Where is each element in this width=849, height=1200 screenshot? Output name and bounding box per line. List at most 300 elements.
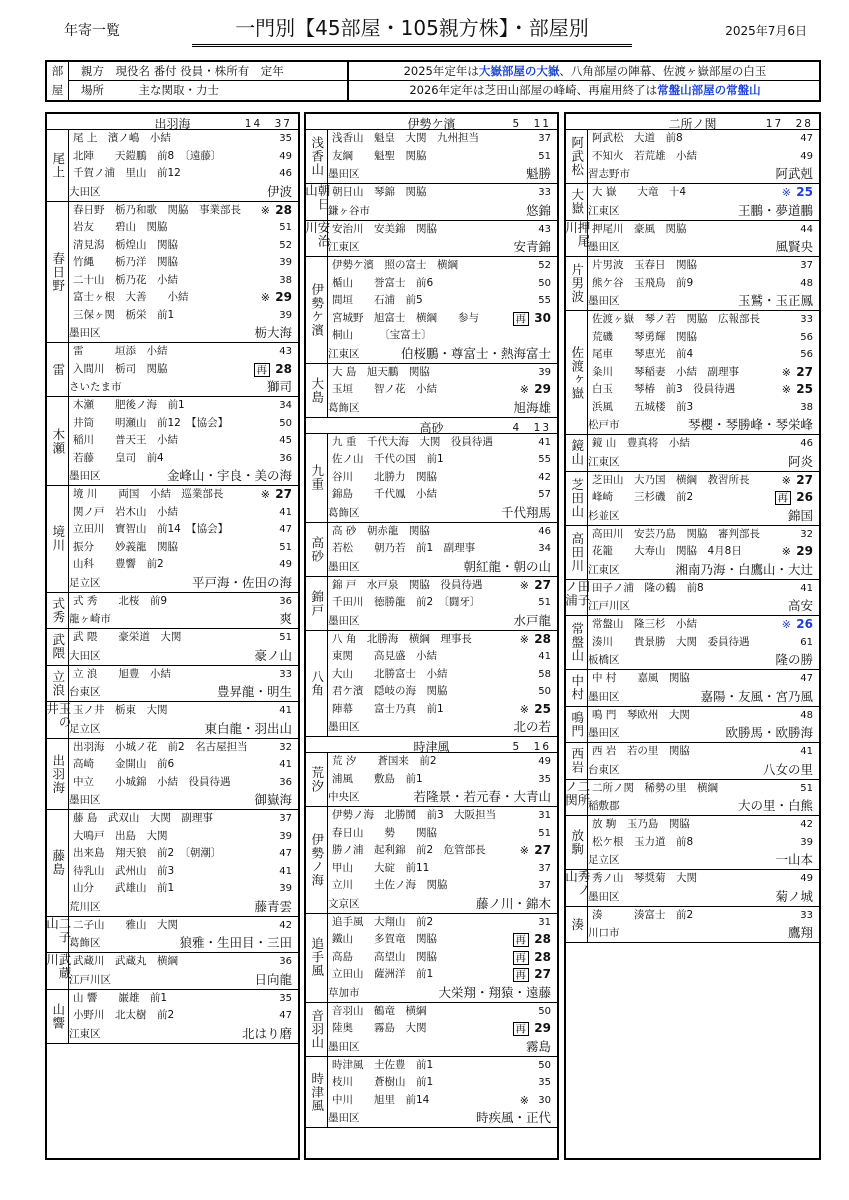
age-number: 36 — [279, 956, 292, 967]
oyakata-row — [332, 666, 553, 684]
age-number: 51 — [538, 597, 551, 608]
room-name: 佐渡ヶ嶽 — [566, 311, 588, 434]
room-name: 立浪 — [47, 666, 69, 702]
room-location-row — [306, 558, 557, 576]
oyakata-row — [332, 949, 553, 967]
room-place: 江東区 — [588, 204, 620, 217]
room-name: 芝田山 — [566, 472, 588, 525]
room-place: 松戸市 — [588, 419, 620, 431]
oyakata-text: 君ケ濱 隠岐の海 関脇 — [332, 685, 448, 697]
room-block — [47, 130, 298, 202]
oyakata-row — [332, 860, 553, 878]
oyakata-row — [73, 237, 294, 255]
room-name: 高田川 — [566, 526, 588, 579]
room-body — [69, 629, 298, 647]
oyakata-text: 湊川 貴景勝 大関 委員待遇 — [592, 635, 750, 648]
age-number: 32 — [279, 741, 292, 753]
room-name: 中村 — [566, 670, 588, 706]
oyakata-text: 立田山 薩洲洋 前1 — [332, 968, 434, 980]
age-number: 41 — [800, 746, 813, 757]
room-body — [588, 130, 819, 165]
oyakata-row — [73, 521, 294, 539]
room-body — [328, 221, 557, 239]
retire-mark: ※ — [519, 578, 529, 592]
room-body — [588, 311, 819, 416]
room-name: 尾上 — [47, 130, 69, 201]
oyakata-row — [332, 807, 553, 825]
room-location-row — [566, 507, 819, 525]
oyakata-text: 常盤山 隆三杉 小結 — [592, 618, 697, 630]
oyakata-text: 浦風 敷島 前1 — [332, 772, 423, 785]
oyakata-row — [73, 343, 294, 361]
room-rikishi: 嘉陽・友風・宮乃風 — [700, 688, 813, 704]
room-rikishi: 隆の勝 — [775, 652, 813, 667]
room-place: 川口市 — [588, 927, 620, 939]
oyakata-row — [332, 648, 553, 666]
room-place: 大田区 — [69, 185, 101, 198]
room-name: 八角 — [306, 631, 328, 737]
room-name: 式秀 — [47, 593, 69, 629]
room-body — [588, 707, 819, 725]
room-body — [588, 472, 819, 507]
oyakata-text: 北陣 天鎧鵬 前8 〔遠藤〕 — [73, 149, 222, 162]
room-location-row — [47, 378, 298, 396]
room-body — [328, 753, 557, 788]
room-name: 湊 — [566, 907, 588, 943]
room-rikishi: 平戸海・佐田の海 — [191, 574, 292, 590]
oyakata-text: 春日野 栃乃和歌 関脇 事業部長 — [73, 203, 241, 216]
room-place: さいたま市 — [69, 381, 122, 393]
oyakata-text: 楯山 誉富士 前6 — [332, 276, 434, 289]
room-block — [44, 953, 298, 990]
room-block — [566, 743, 819, 780]
room-location-row — [566, 651, 819, 669]
room-name: 武蔵川 — [47, 953, 69, 989]
room-location-row — [306, 788, 557, 806]
oyakata-row — [592, 816, 815, 834]
oyakata-row — [332, 148, 553, 166]
oyakata-row — [332, 753, 553, 771]
room-location-row — [306, 1038, 557, 1056]
age-number: 41 — [279, 865, 292, 877]
room-location-row — [306, 345, 557, 363]
oyakata-row — [73, 202, 294, 220]
room-location-row — [47, 683, 298, 701]
oyakata-text: 佐ノ山 千代の国 前1 — [332, 453, 444, 465]
age-number: 47 — [279, 1010, 292, 1021]
room-block — [306, 1057, 557, 1129]
oyakata-row — [73, 130, 294, 148]
oyakata-text: 芝田山 大乃国 横綱 教習所長 — [592, 473, 750, 486]
room-location-row — [566, 416, 819, 434]
room-location-row — [566, 453, 819, 471]
room-body — [588, 616, 819, 651]
oyakata-text: 藤 島 武双山 大関 副理事 — [73, 812, 213, 824]
oyakata-row — [73, 880, 294, 898]
room-place: 葛飾区 — [328, 506, 360, 519]
oyakata-row — [592, 743, 815, 761]
room-body — [69, 739, 298, 792]
room-body — [588, 780, 819, 798]
oyakata-text: 春日山 勢 関脇 — [332, 826, 437, 839]
room-block — [47, 739, 298, 811]
oyakata-row — [73, 593, 294, 611]
room-location-row — [566, 724, 819, 742]
oyakata-row — [73, 272, 294, 290]
room-rikishi: 北はり磨 — [241, 1025, 292, 1041]
room-location-row — [47, 898, 298, 916]
age-number: 46 — [279, 168, 292, 179]
room-location-row — [306, 165, 557, 183]
room-rikishi: 魁勝 — [525, 166, 551, 181]
age-number: 50 — [538, 686, 551, 697]
room-location-row — [566, 292, 819, 310]
room-body — [328, 914, 557, 984]
room-place: 墨田区 — [588, 690, 620, 703]
room-place: 墨田区 — [328, 168, 360, 180]
oyakata-text: 陸奥 霧島 大関 — [332, 1022, 427, 1034]
age-number: 41 — [279, 759, 292, 770]
room-place: 葛飾区 — [69, 937, 101, 949]
oyakata-text: 阿武松 大道 前8 — [592, 132, 683, 144]
age-number: 39 — [279, 830, 292, 842]
oyakata-row — [592, 329, 815, 347]
age-number: 33 — [800, 909, 813, 921]
oyakata-text: 清見潟 栃煌山 関脇 — [73, 238, 178, 251]
age-number: 36 — [279, 452, 292, 464]
room-body — [69, 486, 298, 574]
room-place: 荒川区 — [69, 900, 101, 913]
room-rikishi: 時疾風・正代 — [475, 1110, 551, 1125]
age-number: 49 — [279, 150, 292, 162]
oyakata-text: 立川 土佐ノ海 関脇 — [332, 879, 448, 891]
room-block — [566, 707, 819, 744]
room-location-row — [566, 202, 819, 220]
age-number: 50 — [279, 417, 292, 429]
oyakata-row — [332, 327, 553, 345]
oyakata-text: 不知火 若荒雄 小結 — [592, 149, 697, 162]
room-name: 安治川 — [306, 221, 328, 257]
ichimon-name: 高砂 — [419, 420, 444, 435]
oyakata-text: 枝川 蒼樹山 前1 — [332, 1076, 434, 1088]
oyakata-text: 山分 武雄山 前1 — [73, 882, 175, 894]
room-location-row — [566, 238, 819, 256]
oyakata-row — [332, 1003, 553, 1021]
oyakata-text: 湊 湊富士 前2 — [592, 908, 694, 921]
age-number: 47 — [800, 133, 813, 144]
oyakata-text: 安治川 安美錦 関脇 — [332, 222, 437, 235]
oyakata-row — [592, 472, 815, 490]
age-number: 35 — [538, 1077, 551, 1088]
oyakata-row — [73, 828, 294, 846]
age-number: 52 — [279, 239, 292, 251]
retire-mark: ※ — [260, 291, 270, 304]
ichimon-count: 17 28 — [765, 118, 813, 130]
room-place: 墨田区 — [328, 1112, 360, 1124]
oyakata-text: 西 岩 若の里 関脇 — [592, 745, 690, 757]
room-place: 稲敷郡 — [588, 800, 620, 812]
room-location-row — [47, 1025, 298, 1043]
room-rikishi: 錦国 — [787, 507, 813, 523]
rehire-badge: 再 — [513, 933, 530, 947]
room-name: 時津風 — [306, 1057, 328, 1128]
age-number: 29 — [796, 544, 813, 558]
age-number: 41 — [279, 506, 292, 518]
room-body — [69, 397, 298, 467]
oyakata-row — [73, 165, 294, 183]
room-body — [328, 184, 557, 202]
room-location-row — [47, 934, 298, 952]
oyakata-row — [73, 1007, 294, 1025]
oyakata-text: 音羽山 鶴竜 横綱 — [332, 1004, 427, 1017]
room-location-row — [306, 399, 557, 417]
ichimon-name: 時津風 — [413, 740, 450, 754]
retire-mark: ※ — [519, 1093, 529, 1107]
room-rikishi: 金峰山・宇良・美の海 — [166, 468, 292, 483]
room-block — [306, 807, 557, 914]
room-body — [69, 343, 298, 378]
age-number: 51 — [800, 782, 813, 794]
age-number: 49 — [279, 559, 292, 570]
age-number: 41 — [279, 705, 292, 716]
room-place: 墨田区 — [588, 241, 620, 253]
oyakata-text: 立 浪 旭豊 小結 — [73, 667, 171, 680]
room-location-row — [306, 895, 557, 913]
room-body — [588, 816, 819, 851]
age-number: 39 — [279, 257, 292, 268]
age-number: 39 — [279, 309, 292, 321]
age-number: 37 — [538, 862, 551, 874]
oyakata-text: 白玉 琴椿 前3 役員待遇 — [592, 383, 736, 395]
room-place: 墨田区 — [69, 794, 101, 806]
age-number: 49 — [800, 873, 813, 884]
oyakata-row — [332, 771, 553, 789]
rehire-badge: 再 — [513, 951, 530, 965]
room-block — [47, 202, 298, 344]
age-number: 36 — [279, 595, 292, 607]
room-rikishi: 藤ノ川・錦木 — [475, 895, 551, 911]
oyakata-row — [332, 1057, 553, 1075]
room-block — [44, 916, 298, 954]
room-block — [566, 184, 819, 221]
room-name: 境川 — [47, 486, 69, 592]
room-name: 木瀬 — [47, 397, 69, 485]
oyakata-row — [592, 870, 815, 888]
oyakata-row — [73, 254, 294, 272]
room-location-row — [566, 851, 819, 869]
oyakata-row — [332, 451, 553, 469]
room-name: 藤島 — [47, 810, 69, 916]
room-location-row — [47, 720, 298, 738]
column-right — [564, 112, 821, 1160]
oyakata-text: 二所ノ関 稀勢の里 横綱 — [592, 781, 718, 794]
room-rikishi: 藤青雲 — [254, 898, 292, 914]
age-number: 37 — [800, 260, 813, 271]
oyakata-text: 中 村 嘉風 関脇 — [592, 672, 690, 684]
room-place: 墨田区 — [328, 614, 360, 627]
age-number: 49 — [538, 756, 551, 767]
oyakata-text: 放 駒 玉乃島 関脇 — [592, 818, 690, 830]
retire-mark: ※ — [781, 545, 791, 558]
room-location-row — [566, 165, 819, 183]
room-rikishi: 若隆景・若元春・大青山 — [413, 789, 551, 804]
room-body — [328, 523, 557, 558]
room-body — [328, 577, 557, 612]
oyakata-text: 式 秀 北桜 前9 — [73, 594, 168, 607]
oyakata-row — [332, 631, 553, 649]
age-number: 47 — [279, 848, 292, 859]
oyakata-text: 甲山 大碇 前11 — [332, 861, 430, 874]
legend-retirement-notes: 2025年定年は大嶽部屋の大嶽、八角部屋の陣幕、佐渡ヶ嶽部屋の白玉 2026年定年は芝田山部屋の峰崎、再雇用終了は常盤山部屋の常盤山 — [349, 62, 821, 100]
oyakata-row — [332, 1092, 553, 1110]
room-block — [47, 666, 298, 703]
room-location-row — [566, 888, 819, 906]
oyakata-text: 若藤 皇司 前4 — [73, 451, 164, 464]
room-block — [566, 670, 819, 707]
oyakata-row — [73, 863, 294, 881]
room-body — [69, 666, 298, 684]
room-rikishi: 大栄翔・翔猿・遠藤 — [438, 984, 551, 1000]
room-body — [588, 435, 819, 453]
oyakata-row — [73, 397, 294, 415]
age-number: 50 — [538, 277, 551, 289]
age-number: 29 — [275, 290, 292, 304]
oyakata-text: 竹縄 栃乃洋 関脇 — [73, 256, 178, 268]
oyakata-row — [592, 148, 815, 166]
oyakata-row — [332, 931, 553, 949]
age-number: 31 — [538, 810, 551, 821]
room-location-row — [47, 183, 298, 201]
room-block — [306, 434, 557, 523]
room-block — [566, 816, 819, 870]
oyakata-text: 陣幕 富士乃真 前1 — [332, 702, 444, 715]
ichimon-count: 4 13 — [512, 421, 551, 434]
age-number: 36 — [279, 776, 292, 788]
oyakata-row — [332, 221, 553, 239]
oyakata-row — [332, 966, 553, 984]
oyakata-text: 稲川 普天王 小結 — [73, 434, 178, 446]
room-block — [563, 870, 819, 907]
page-title: 一門別【45部屋・105親方株】・部屋別 — [192, 12, 632, 47]
oyakata-row — [592, 907, 815, 925]
room-location-row — [47, 467, 298, 485]
page-date: 2025年7月6日 — [725, 24, 807, 38]
oyakata-text: 大 島 旭天鵬 関脇 — [332, 365, 430, 378]
ichimon-name: 伊勢ケ濱 — [407, 117, 456, 131]
retire-mark: ※ — [260, 203, 270, 217]
oyakata-text: 武蔵川 武蔵丸 横綱 — [73, 955, 178, 967]
rehire-badge: 再 — [513, 1022, 530, 1036]
oyakata-row — [73, 539, 294, 557]
oyakata-text: 花籠 大寿山 関脇 4月8日 — [592, 545, 742, 557]
age-number: 58 — [538, 668, 551, 680]
oyakata-row — [332, 825, 553, 843]
room-place: 墨田区 — [69, 470, 101, 482]
room-place: 鎌ヶ谷市 — [328, 204, 370, 217]
oyakata-text: 出来島 翔天狼 前2 〔朝潮〕 — [73, 847, 222, 859]
oyakata-row — [332, 184, 553, 202]
age-number: 49 — [800, 150, 813, 162]
oyakata-row — [332, 914, 553, 932]
oyakata-row — [73, 307, 294, 325]
room-body — [328, 807, 557, 895]
room-place: 江東区 — [328, 347, 360, 360]
room-name: 二子山 — [47, 917, 69, 953]
ichimon-header — [47, 114, 298, 130]
oyakata-text: 待乳山 武州山 前3 — [73, 864, 175, 877]
room-block — [47, 486, 298, 593]
oyakata-text: 振分 妙義龍 関脇 — [73, 540, 178, 553]
oyakata-text: 追手風 大翔山 前2 — [332, 915, 434, 928]
room-name: 秀ノ山 — [566, 870, 588, 906]
room-rikishi: 湘南乃海・白鷹山・大辻 — [675, 561, 813, 577]
room-body — [588, 221, 819, 239]
oyakata-row — [73, 450, 294, 468]
oyakata-row — [592, 834, 815, 852]
room-body — [328, 631, 557, 719]
oyakata-row — [73, 702, 294, 720]
oyakata-row — [73, 486, 294, 504]
room-place: 江戸川区 — [588, 600, 630, 612]
room-place: 墨田区 — [588, 295, 620, 307]
legend-box — [45, 60, 821, 102]
oyakata-row — [332, 577, 553, 595]
room-body — [588, 526, 819, 561]
oyakata-row — [73, 666, 294, 684]
age-number: 37 — [538, 133, 551, 144]
age-number: 30 — [534, 310, 551, 325]
room-block — [47, 810, 298, 917]
oyakata-row — [73, 774, 294, 792]
oyakata-text: 朝日山 琴錦 関脇 — [332, 186, 427, 198]
oyakata-row — [592, 435, 815, 453]
room-block — [306, 753, 557, 807]
room-rikishi: 琴櫻・琴勝峰・琴栄峰 — [687, 417, 813, 432]
oyakata-row — [332, 523, 553, 541]
room-name: 大嶽 — [566, 184, 588, 220]
oyakata-row — [73, 629, 294, 647]
retire-mark: ※ — [781, 473, 791, 487]
oyakata-row — [73, 556, 294, 574]
room-rikishi: 爽 — [279, 611, 292, 626]
oyakata-text: 小野川 北太樹 前2 — [73, 1009, 175, 1021]
room-rikishi: 阿武剋 — [775, 166, 813, 181]
room-rikishi: 一山本 — [775, 852, 813, 867]
oyakata-row — [332, 257, 553, 275]
room-block — [306, 523, 557, 577]
age-number: 35 — [279, 133, 292, 144]
room-location-row — [566, 688, 819, 706]
room-body — [328, 257, 557, 345]
oyakata-row — [332, 877, 553, 895]
room-block — [566, 257, 819, 311]
room-location-row — [566, 761, 819, 779]
oyakata-row — [592, 364, 815, 382]
oyakata-row — [592, 257, 815, 275]
room-place: 足立区 — [69, 576, 101, 589]
room-block — [306, 631, 557, 738]
oyakata-text: 八 角 北勝海 横綱 理事長 — [332, 632, 472, 645]
age-number: 39 — [279, 883, 292, 894]
oyakata-row — [73, 361, 294, 379]
room-place: 墨田区 — [588, 727, 620, 739]
age-number: 27 — [534, 967, 551, 981]
age-number: 31 — [538, 916, 551, 928]
oyakata-text: 鏡 山 豊真将 小結 — [592, 437, 690, 449]
room-body — [328, 364, 557, 399]
age-number: 39 — [800, 836, 813, 848]
room-place: 足立区 — [588, 854, 620, 866]
